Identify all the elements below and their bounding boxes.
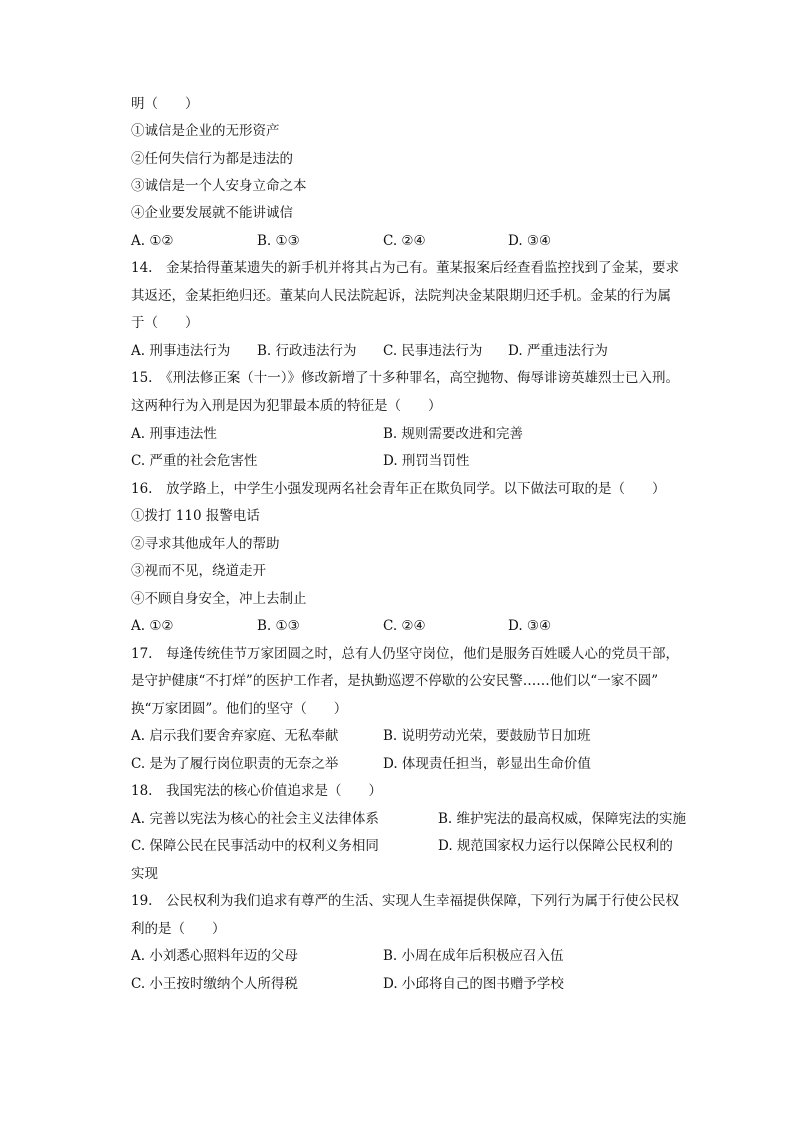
q18-option-d-continuation: 实现 xyxy=(131,866,158,882)
q14-option-b: B. 行政违法行为 xyxy=(257,343,357,359)
q15-options-row-1 xyxy=(131,424,731,444)
q16-statement-2: ②寻求其他成年人的帮助 xyxy=(131,536,280,552)
q13-statement-3: ③诚信是一个人安身立命之本 xyxy=(131,178,307,194)
q14-stem-line-3: 于（ ） xyxy=(131,315,199,331)
q17-options-row-1 xyxy=(131,726,731,746)
q13-option-c: C. ②④ xyxy=(383,233,426,249)
q15-stem-line-2: 这两种行为入刑是因为犯罪最本质的特征是（ ） xyxy=(131,398,442,414)
q16-option-c: C. ②④ xyxy=(383,618,426,634)
q15-option-a: A. 刑事违法性 xyxy=(131,426,217,442)
q17-option-d: D. 体现责任担当，彰显出生命价值 xyxy=(383,756,591,772)
q15-stem-line-1: 15. 《刑法修正案（十一）》修改新增了十多种罪名，高空抛物、侮辱诽谤英雄烈士已入刑。 xyxy=(131,370,679,386)
q14-options xyxy=(131,341,731,361)
q18-option-b: B. 维护宪法的最高权威，保障宪法的实施 xyxy=(438,811,687,827)
q14-stem-line-1: 14. 金某拾得董某遗失的新手机并将其占为己有。董某报案后经查看监控找到了金某，要求 xyxy=(131,260,679,276)
q13-option-a: A. ①② xyxy=(131,233,174,249)
q19-option-a: A. 小刘悉心照料年迈的父母 xyxy=(131,948,298,964)
q15-option-d: D. 刑罚当罚性 xyxy=(383,453,470,469)
q16-option-b: B. ①③ xyxy=(257,618,300,634)
q17-option-c: C. 是为了履行岗位职责的无奈之举 xyxy=(131,756,339,772)
q17-options-row-2 xyxy=(131,754,731,774)
q14-option-d: D. 严重违法行为 xyxy=(508,343,608,359)
q19-options-row-2 xyxy=(131,974,731,994)
q14-stem-line-2: 其返还，金某拒绝归还。董某向人民法院起诉，法院判决金某限期归还手机。金某的行为属 xyxy=(131,288,671,304)
q18-options-row-2 xyxy=(131,836,731,856)
q19-stem-line-1: 19. 公民权利为我们追求有尊严的生活、实现人生幸福提供保障，下列行为属于行使公民权 xyxy=(131,893,679,909)
q13-statement-4: ④企业要发展就不能讲诚信 xyxy=(131,205,293,221)
q16-statement-3: ③视而不见，绕道走开 xyxy=(131,563,266,579)
q13-option-b: B. ①③ xyxy=(257,233,300,249)
q16-statement-4: ④不顾自身安全，冲上去制止 xyxy=(131,591,307,607)
q15-option-c: C. 严重的社会危害性 xyxy=(131,453,258,469)
q16-options xyxy=(131,616,731,636)
q14-option-c: C. 民事违法行为 xyxy=(383,343,483,359)
q14-option-a: A. 刑事违法行为 xyxy=(131,343,231,359)
q18-option-a: A. 完善以宪法为核心的社会主义法律体系 xyxy=(131,811,379,827)
q18-options-row-1 xyxy=(131,809,731,829)
q18-option-d: D. 规范国家权力运行以保障公民权利的 xyxy=(438,838,673,854)
q18-stem: 18. 我国宪法的核心价值追求是（ ） xyxy=(131,783,382,799)
q17-option-a: A. 启示我们要舍弃家庭、无私奉献 xyxy=(131,728,339,744)
q18-option-c: C. 保障公民在民事活动中的权利义务相同 xyxy=(131,838,379,854)
q15-options-row-2 xyxy=(131,451,731,471)
q13-option-d: D. ③④ xyxy=(508,233,552,249)
q17-option-b: B. 说明劳动光荣，要鼓励节日加班 xyxy=(383,728,591,744)
q17-stem-line-2: 是守护健康“不打烊”的医护工作者，是执勤巡逻不停歇的公安民警……他们以“一家不圆” xyxy=(131,673,659,689)
q19-option-b: B. 小周在成年后积极应召入伍 xyxy=(383,948,564,964)
q13-options xyxy=(131,231,731,251)
q19-option-d: D. 小邱将自己的图书赠予学校 xyxy=(383,976,564,992)
q17-stem-line-3: 换“万家团圆”。他们的坚守（ ） xyxy=(131,701,348,717)
q13-statement-2: ②任何失信行为都是违法的 xyxy=(131,151,293,167)
q17-stem-line-1: 17. 每逢传统佳节万家团圆之时，总有人仍坚守岗位，他们是服务百姓暖人心的党员干部， xyxy=(131,646,679,662)
q13-stem-end: 明（ ） xyxy=(131,96,199,112)
q16-option-a: A. ①② xyxy=(131,618,174,634)
q19-options-row-1 xyxy=(131,946,731,966)
q19-stem-line-2: 利的是（ ） xyxy=(131,921,226,937)
q19-option-c: C. 小王按时缴纳个人所得税 xyxy=(131,976,298,992)
q15-option-b: B. 规则需要改进和完善 xyxy=(383,426,524,442)
q16-stem: 16. 放学路上，中学生小强发现两名社会青年正在欺负同学。以下做法可取的是（ ） xyxy=(131,481,666,497)
q16-statement-1: ①拨打 110 报警电话 xyxy=(131,508,260,524)
q16-option-d: D. ③④ xyxy=(508,618,552,634)
q13-statement-1: ①诚信是企业的无形资产 xyxy=(131,123,280,139)
